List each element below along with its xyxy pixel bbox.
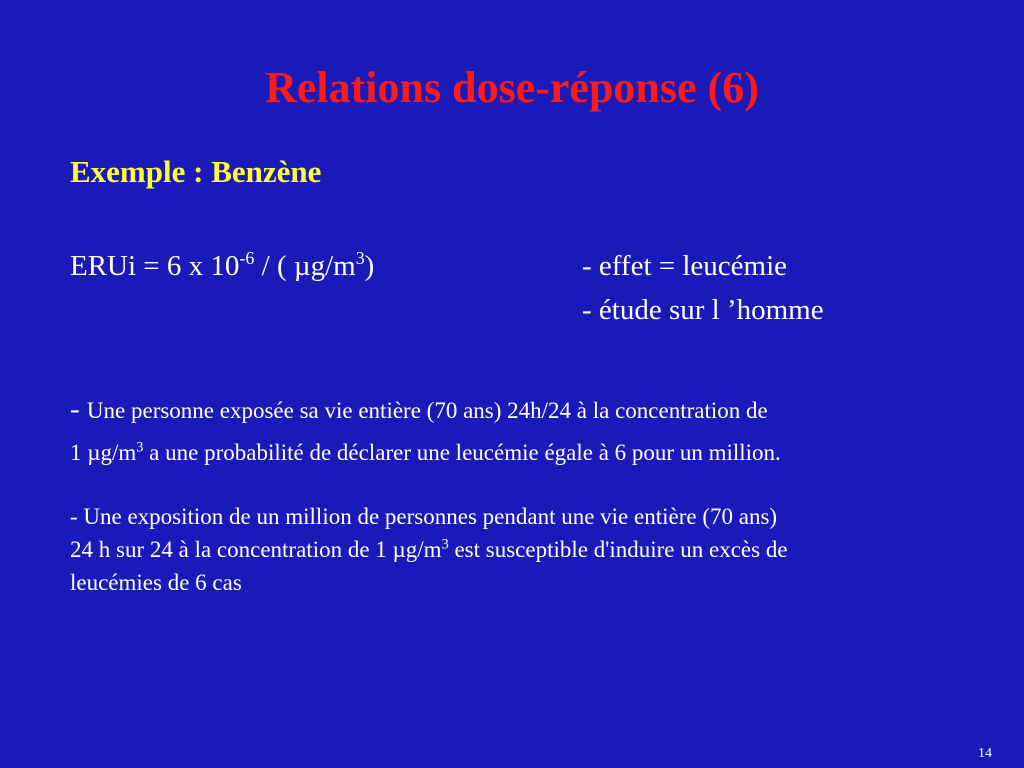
paragraph-text: 24 h sur 24 à la concentration de 1 µg/m (70, 537, 442, 562)
paragraph-text: Une personne exposée sa vie entière (70 ans) 24h/24 à la concentration de (86, 398, 768, 423)
study-item: - étude sur l ’homme (582, 294, 824, 326)
unit-exponent: 3 (441, 536, 449, 553)
paragraph-text: a une probabilité de déclarer une leucémie égale à 6 pour un million. (143, 440, 781, 465)
eru-unit-exponent: 3 (355, 248, 365, 269)
paragraph-text: est susceptible d'induire un excès de (448, 537, 788, 562)
paragraph-line (70, 432, 781, 474)
eru-suffix: ) (364, 250, 375, 282)
effect-item: - effet = leucémie (582, 250, 788, 282)
eru-exponent: -6 (239, 248, 255, 269)
paragraph-text: 1 µg/m (70, 440, 137, 465)
eru-formula (70, 248, 374, 284)
paragraph-line: leucémies de 6 cas (70, 570, 242, 595)
eru-prefix: ERUi = 6 x 10 (70, 250, 240, 282)
paragraph-line: - Une exposition de un million de personnes pendant une vie entière (70 ans) (70, 504, 778, 529)
page-number: 14 (978, 746, 992, 761)
paragraph-population-risk (70, 500, 788, 599)
eru-unit: / ( µg/m (254, 250, 356, 282)
slide-subtitle: Exemple : Benzène (70, 154, 322, 189)
paragraph-line (70, 533, 788, 566)
slide-title: Relations dose-réponse (6) (265, 63, 759, 112)
paragraph-line (70, 388, 781, 432)
paragraph-individual-risk (70, 388, 781, 474)
bullet-dash: - (70, 393, 87, 425)
unit-exponent: 3 (136, 439, 144, 456)
